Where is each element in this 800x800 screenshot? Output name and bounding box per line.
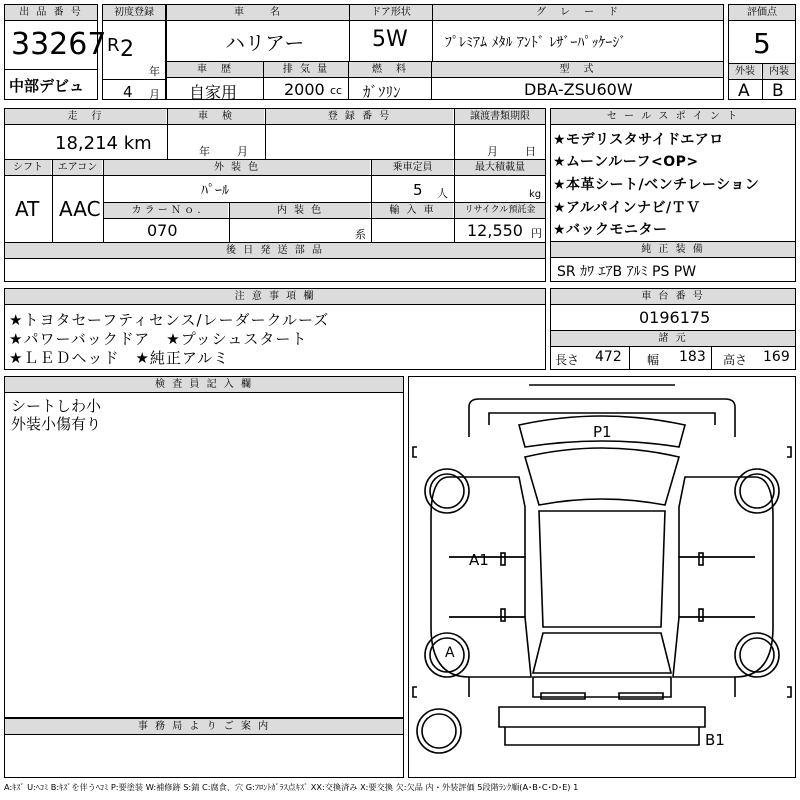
grade-label: グ レ ー ド xyxy=(433,5,723,20)
damage-mark-a: A xyxy=(445,645,455,661)
lot-box xyxy=(4,4,107,100)
mileage-label: 走 行 xyxy=(5,109,166,124)
caution-line: ★ＬＥＤヘッド ★純正アルミ xyxy=(9,349,230,367)
first-reg-label: 初度登録 xyxy=(103,5,165,20)
era: R xyxy=(107,35,120,56)
color-no-value: 070 xyxy=(147,221,178,240)
doors-box xyxy=(349,4,433,62)
damage-mark-p1: P1 xyxy=(593,423,612,441)
recycle-value: 12,550 xyxy=(467,221,523,240)
score-label: 評価点 xyxy=(729,5,795,20)
capacity-unit: 人 xyxy=(437,187,448,200)
car-name-box xyxy=(166,4,350,62)
lot-label: 出 品 番 号 xyxy=(5,5,97,20)
height-value: 169 xyxy=(763,349,790,365)
transfer-month-unit: 月 xyxy=(487,145,498,158)
width-value: 183 xyxy=(679,349,706,365)
inspection-month-unit: 月 xyxy=(237,145,248,158)
fuel-label: 燃 料 xyxy=(349,62,431,77)
car-name-label: 車 名 xyxy=(167,5,349,20)
height-label: 高さ xyxy=(723,353,748,367)
color-no-label: カ ラ ー Ｎ ｏ . xyxy=(104,203,228,218)
standard-equip-value: SR ｶﾜ ｴｱB ｱﾙﾐ PS PW xyxy=(557,264,697,280)
max-load-label: 最大積載量 xyxy=(455,160,545,175)
chassis-number: 0196175 xyxy=(639,308,711,327)
damage-diagram xyxy=(408,376,796,778)
reg-month: 4 xyxy=(123,83,133,101)
month-unit: 月 xyxy=(149,88,160,101)
recycle-unit: 円 xyxy=(531,227,542,240)
inspection-label: 車 検 xyxy=(168,109,264,124)
legend-text: A:ｷｽﾞ U:ﾍｺﾐ B:ｷｽﾞを伴うﾍｺﾐ P:要塗装 W:補修跡 S:錆 C:腐食、穴 G:ﾌﾛﾝﾄｶﾞﾗｽ点ｷｽﾞ XX:交換済み X:要交換 欠:欠品 内・外装評価 5段階ﾗﾝｸ順(A･B･C･D･E) 1 xyxy=(4,782,579,792)
history-value: 自家用 xyxy=(189,83,238,102)
int-color-unit: 系 xyxy=(355,228,366,241)
shift-label: シフト xyxy=(5,160,51,175)
sales-point-item: ★アルパインナビ/ＴＶ xyxy=(553,200,701,216)
sales-point-item: ★ムーンルーフ<OP> xyxy=(553,154,699,170)
reg-year: 2 xyxy=(120,37,134,62)
standard-equip-label: 純 正 装 備 xyxy=(551,242,795,257)
caution-line: ★パワーバックドア ★プッシュスタート xyxy=(9,330,308,348)
model-label: 型 式 xyxy=(432,62,723,77)
displacement-label: 排 気 量 xyxy=(264,62,348,77)
max-load-unit: kg xyxy=(529,189,542,200)
first-reg-box xyxy=(102,4,166,100)
length-value: 472 xyxy=(595,349,622,365)
damage-mark-b1: B1 xyxy=(705,731,725,749)
fuel-value: ｶﾞｿﾘﾝ xyxy=(363,83,401,101)
displacement-box xyxy=(263,61,349,100)
parts-later-label: 後 日 発 送 部 品 xyxy=(5,243,545,258)
ext-label: 外装 xyxy=(729,64,761,79)
inspector-label: 検 査 員 記 入 欄 xyxy=(5,377,403,392)
sales-points-box xyxy=(550,108,796,282)
transfer-doc-label: 譲渡書類期限 xyxy=(455,109,545,124)
int-color-label: 内 装 色 xyxy=(230,203,370,218)
ext-color-label: 外 装 色 xyxy=(104,160,370,175)
doors-label: ドア形状 xyxy=(350,5,432,20)
sales-point-item: ★本革シート/ベンチレーション xyxy=(553,177,760,193)
int-score: B xyxy=(772,81,784,101)
length-label: 長さ xyxy=(555,353,580,367)
history-box xyxy=(166,61,264,100)
chassis-box xyxy=(550,288,796,370)
office-label: 事 務 局 よ り ご 案 内 xyxy=(5,719,403,734)
int-label: 内装 xyxy=(763,64,795,79)
fuel-box xyxy=(348,61,432,100)
chassis-label: 車 台 番 号 xyxy=(551,289,795,304)
width-label: 幅 xyxy=(647,353,660,367)
model-value: DBA-ZSU60W xyxy=(524,80,633,99)
venue: 中部デビュ xyxy=(9,77,85,95)
grade-value: ﾌﾟﾚﾐｱﾑ ﾒﾀﾙ ｱﾝﾄﾞ ﾚｻﾞｰﾊﾟｯｹｰｼﾞ xyxy=(445,35,627,51)
inspector-box xyxy=(4,376,404,718)
shift-value: AT xyxy=(15,197,40,221)
damage-mark-a1: A1 xyxy=(469,551,489,569)
model-box xyxy=(431,61,724,100)
sales-point-item: ★バックモニター xyxy=(553,222,668,238)
caution-label: 注 意 事 項 欄 xyxy=(5,289,545,304)
car-name: ハリアー xyxy=(225,31,305,55)
lot-number: 33267 xyxy=(11,27,107,62)
sales-point-item: ★モデリスタサイドエアロ xyxy=(553,132,724,148)
caution-box xyxy=(4,288,546,370)
doors-value: 5W xyxy=(372,27,408,52)
inspection-year-unit: 年 xyxy=(199,145,210,158)
mileage-value: 18,214 km xyxy=(55,133,152,154)
ext-score: A xyxy=(738,81,750,101)
displacement-unit: cc xyxy=(330,84,343,97)
vehicle-info-box xyxy=(4,108,546,282)
transfer-day-unit: 日 xyxy=(525,145,536,158)
history-label: 車 歴 xyxy=(167,62,263,77)
reg-number-label: 登 録 番 号 xyxy=(266,109,453,124)
ext-color-value: ﾊﾟｰﾙ xyxy=(201,183,229,199)
caution-line: ★トヨタセーフティセンス/レーダークルーズ xyxy=(9,311,330,329)
inspector-note: 外装小傷有り xyxy=(11,415,102,433)
displacement-value: 2000 xyxy=(284,80,325,99)
sales-points-label: セ ー ル ス ポ イ ン ト xyxy=(551,109,795,124)
grade-box xyxy=(432,4,724,62)
aircon-value: AAC xyxy=(59,197,101,221)
capacity-label: 乗車定員 xyxy=(372,160,453,175)
inspector-note: シートしわ小 xyxy=(11,397,102,415)
recycle-label: リサイクル預託金 xyxy=(455,203,545,218)
office-box xyxy=(4,718,404,778)
import-label: 輸 入 車 xyxy=(372,203,453,218)
aircon-label: エアコン xyxy=(53,160,102,175)
score-value: 5 xyxy=(753,27,771,60)
capacity-value: 5 xyxy=(413,181,423,199)
score-box xyxy=(728,4,796,100)
specs-label: 諸 元 xyxy=(551,331,795,346)
year-unit: 年 xyxy=(149,65,160,78)
